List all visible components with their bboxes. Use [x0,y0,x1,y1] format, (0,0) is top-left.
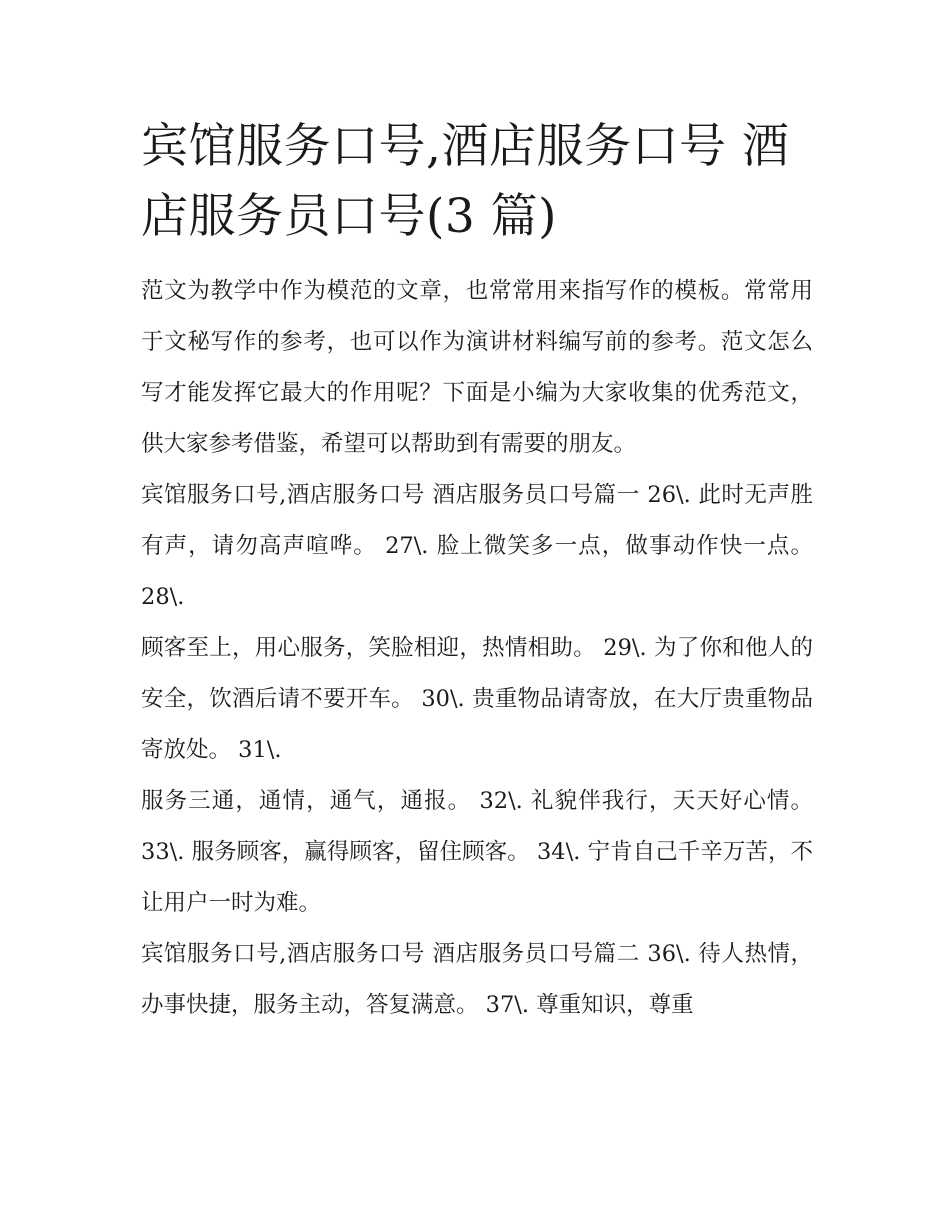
paragraph-part-one: 宾馆服务口号,酒店服务口号 酒店服务员口号篇一 26\. 此时无声胜有声，请勿高声喧哗。 27\. 脸上微笑多一点，做事动作快一点。 28\. [141,482,813,610]
paragraph-slogans-b: 服务三通，通情，通气，通报。 32\. 礼貌伴我行，天天好心情。 33\. 服务顾客，赢得顾客，留住顾客。 34\. 宁肯自己千辛万苦，不让用户一时为难。 [141,788,813,916]
document-title: 宾馆服务口号,酒店服务口号 酒店服务员口号(3 篇) [141,119,790,244]
paragraph-intro: 范文为教学中作为模范的文章，也常常用来指写作的模板。常常用于文秘写作的参考，也可以作为演讲材料编写前的参考。范文怎么写才能发挥它最大的作用呢？下面是小编为大家收集的优秀范文，供大家参考借鉴，希望可以帮助到有需要的朋友。 [141,278,813,457]
paragraph-part-two: 宾馆服务口号,酒店服务口号 酒店服务员口号篇二 36\. 待人热情，办事快捷，服务主动，答复满意。 37\. 尊重知识，尊重 [141,941,813,1018]
paragraph-slogans-a: 顾客至上，用心服务，笑脸相迎，热情相助。 29\. 为了你和他人的安全，饮酒后请不要开车。 30\. 贵重物品请寄放，在大厅贵重物品寄放处。 31\. [141,635,813,763]
document-page [141,112,813,1031]
